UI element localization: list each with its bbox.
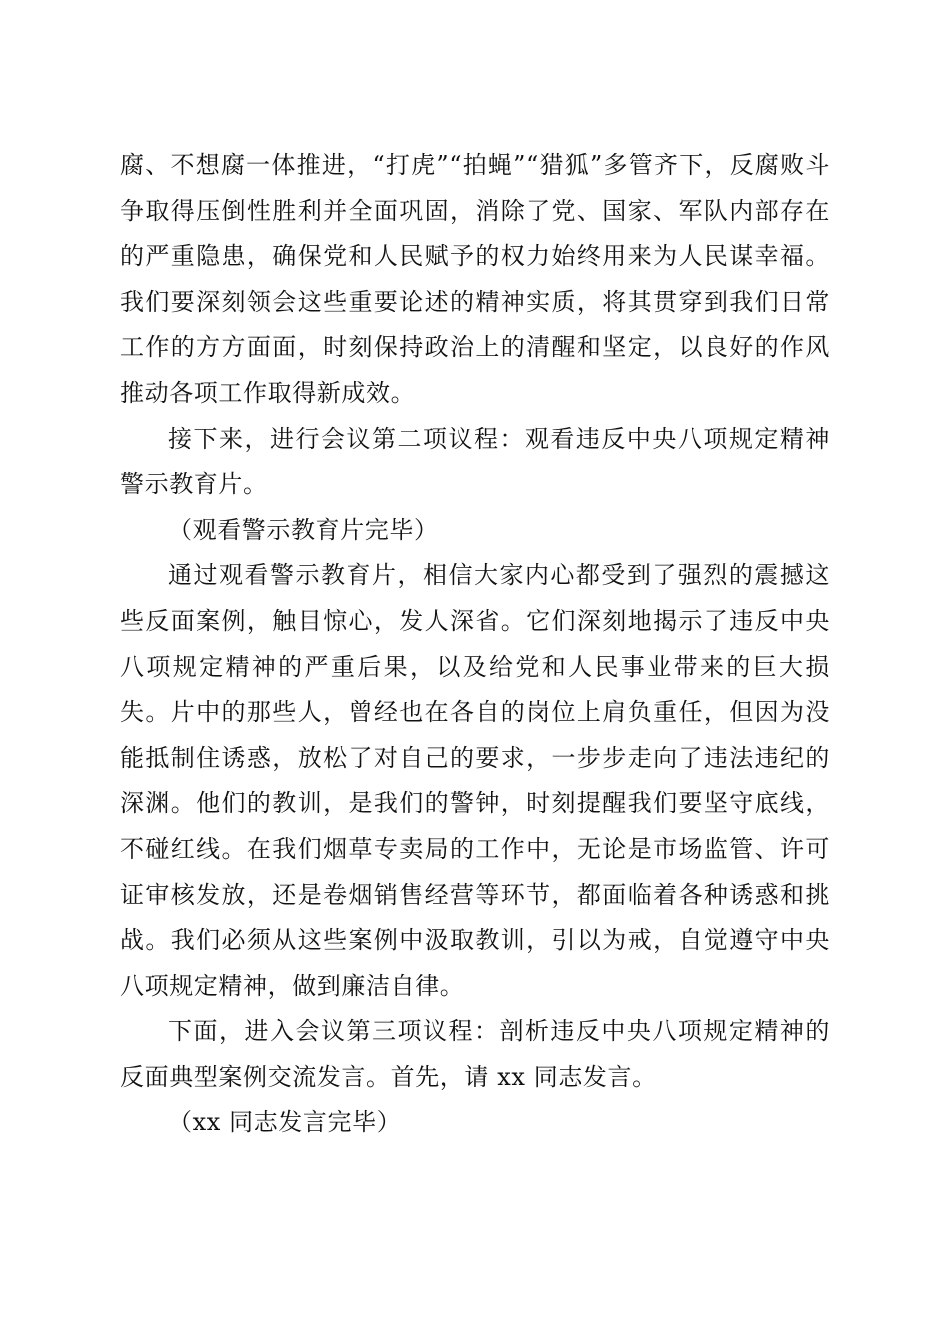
document-body [120, 143, 830, 1146]
note-video-finished: （观看警示教育片完毕） [168, 515, 439, 544]
paragraph-video-reflection: 通过观看警示教育片，相信大家内心都受到了强烈的震撼这些反面案例，触目惊心，发人深省。它们深刻地揭示了违反中央八项规定精神的严重后果，以及给党和人民事业带来的巨大损失。片中的那些人，曾经也在各自的岗位上肩负重任，但因为没能抵制住诱惑，放松了对自己的要求，一步步走向了违法违纪的深渊。他们的教训，是我们的警钟，时刻提醒我们要坚守底线，不碰红线。在我们烟草专卖局的工作中，无论是市场监管、许可证审核发放，还是卷烟销售经营等环节，都面临着各种诱惑和挑战。我们必须从这些案例中汲取教训，引以为戒，自觉遵守中央八项规定精神，做到廉洁自律。 [120, 561, 830, 1000]
paragraph-continuation: 腐、不想腐一体推进，“打虎”“拍蝇”“猎狐”多管齐下，反腐败斗争取得压倒性胜利并全面巩固，消除了党、国家、军队内部存在的严重隐患，确保党和人民赋予的权力始终用来为人民谋幸福。我们要深刻领会这些重要论述的精神实质，将其贯穿到我们日常工作的方方面面，时刻保持政治上的清醒和坚定，以良好的作风推动各项工作取得新成效。 [120, 151, 830, 407]
paragraph-agenda-item-three: 下面，进入会议第三项议程：剖析违反中央八项规定精神的反面典型案例交流发言。首先，请 xx 同志发言。 [120, 1017, 830, 1091]
paragraph-agenda-item-two: 接下来，进行会议第二项议程：观看违反中央八项规定精神警示教育片。 [120, 424, 830, 499]
note-speech-finished: （xx 同志发言完毕） [168, 1108, 402, 1137]
